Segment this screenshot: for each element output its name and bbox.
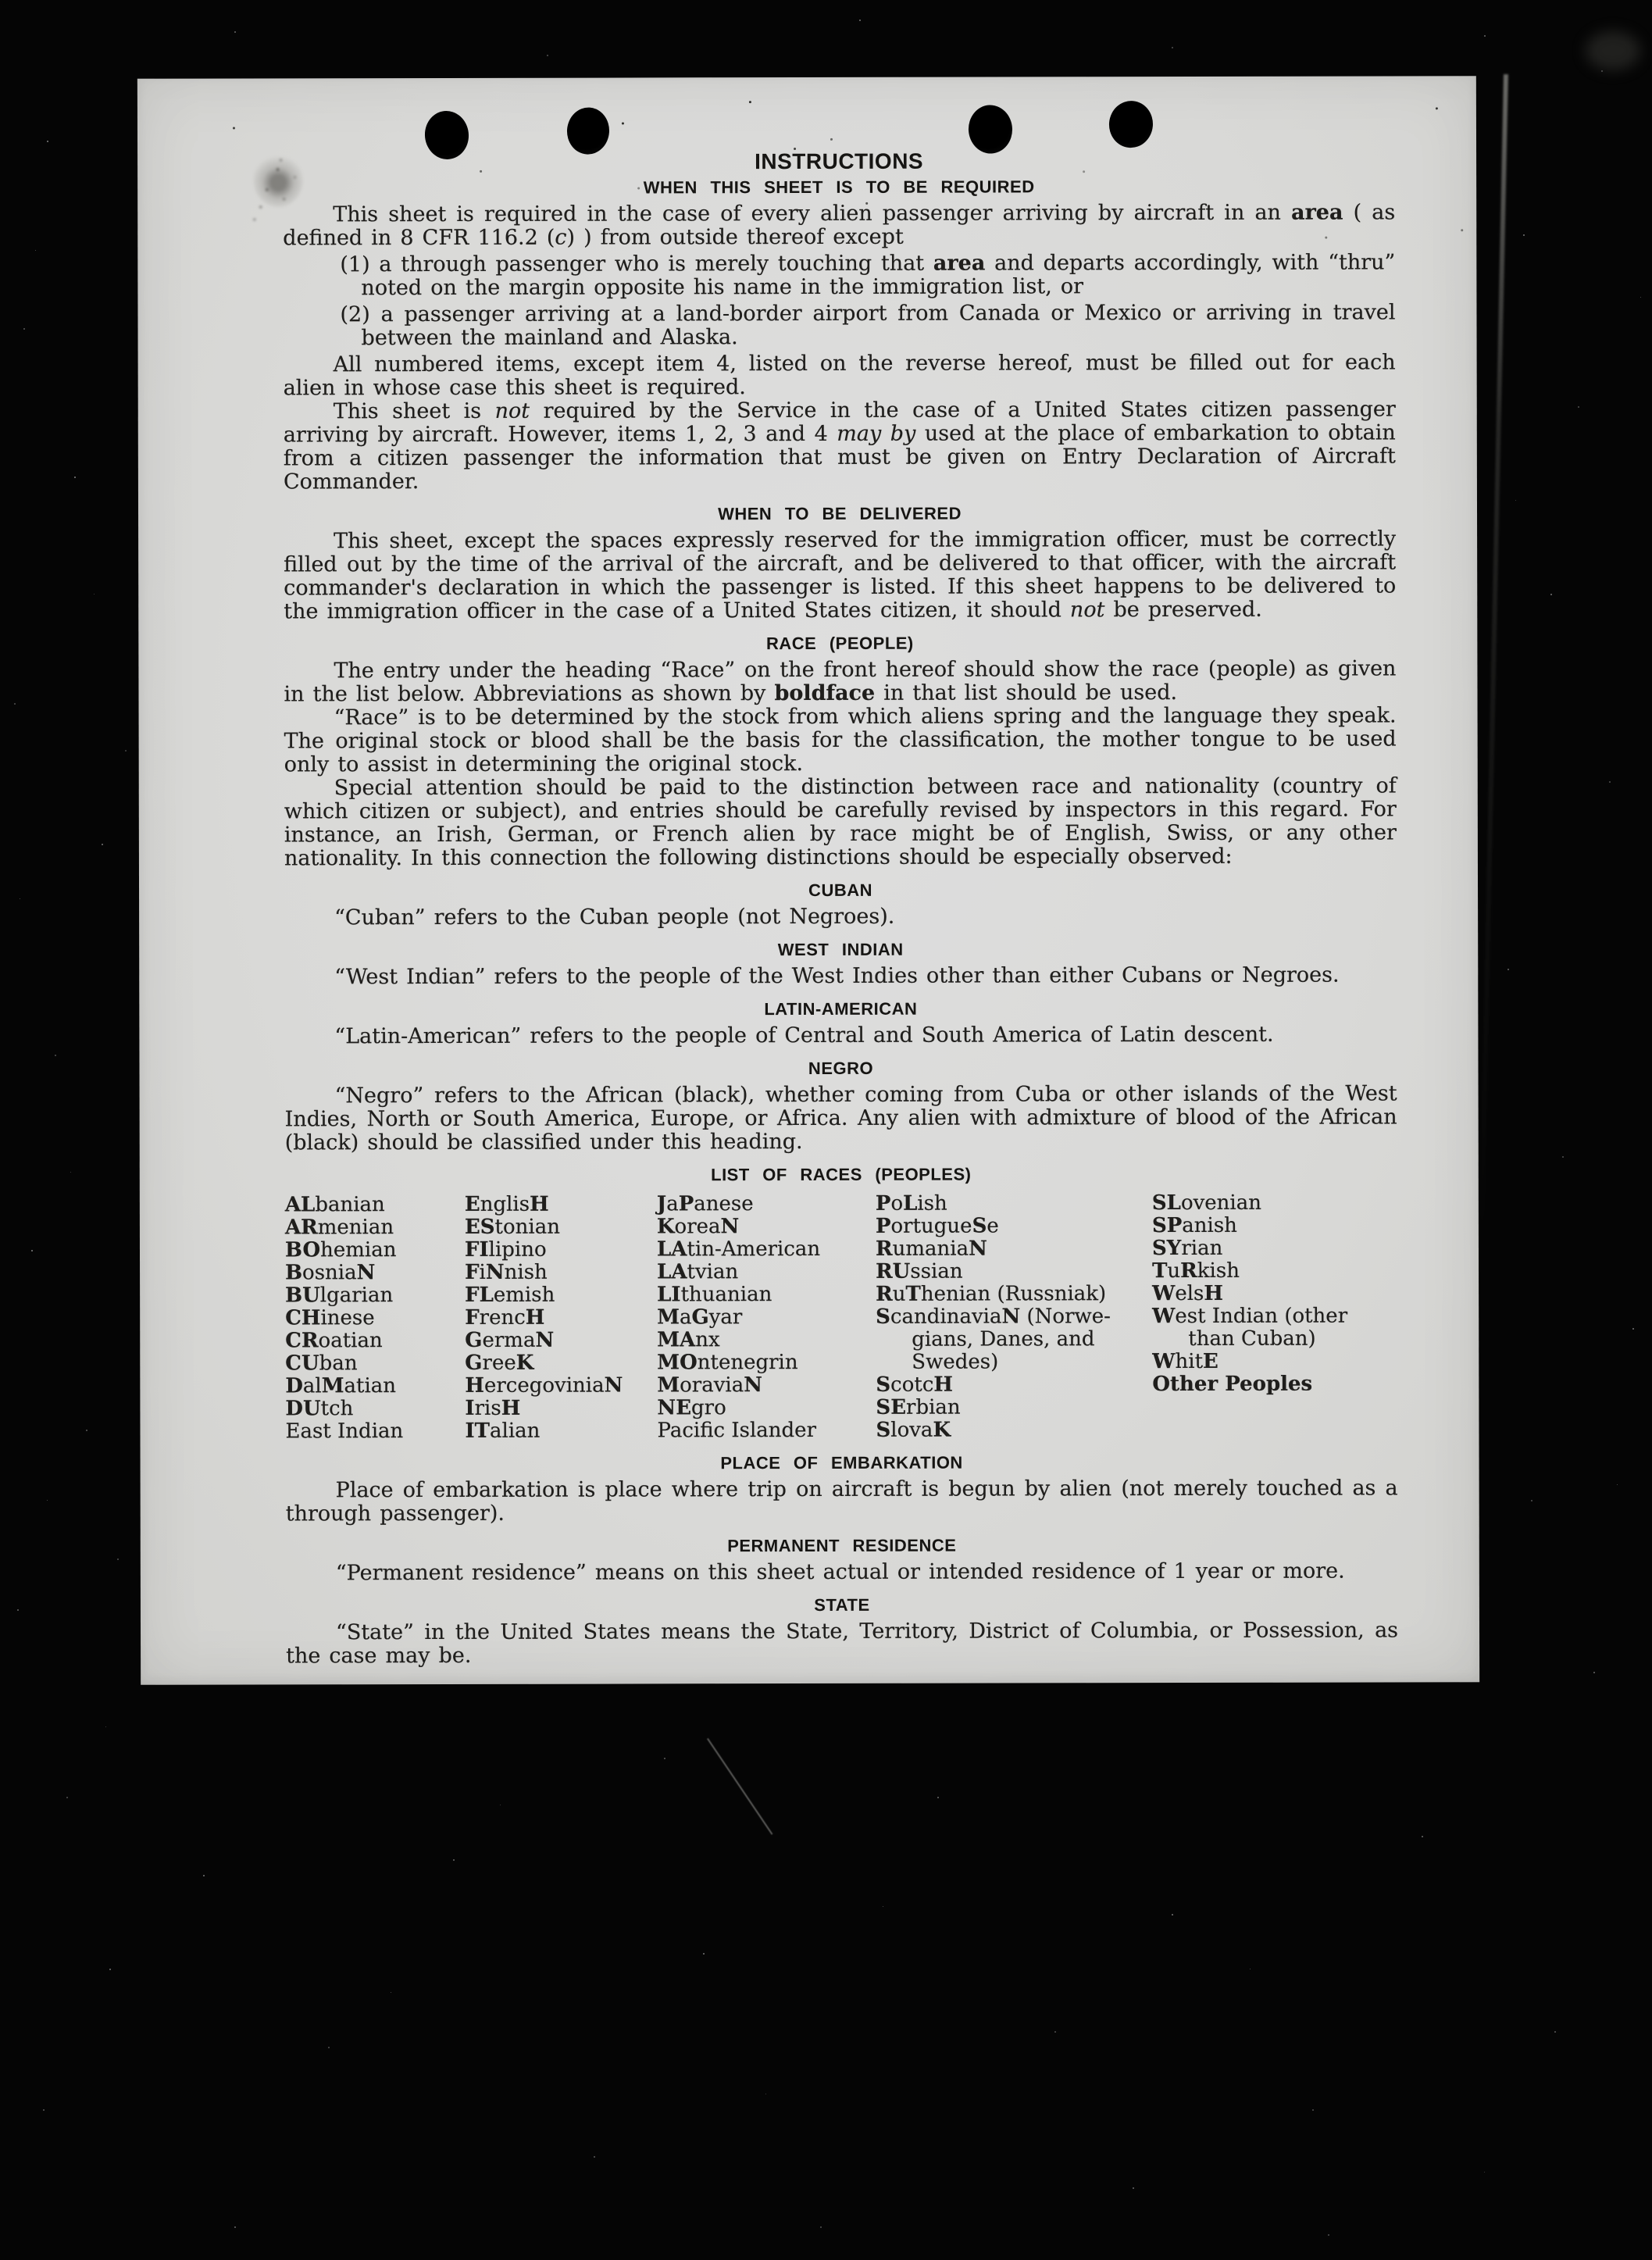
race-item: ALbanian bbox=[284, 1193, 385, 1217]
race-item: RUssian bbox=[876, 1259, 963, 1284]
section-heading-when-required: WHEN THIS SHEET IS TO BE REQUIRED bbox=[643, 177, 1035, 198]
paragraph-permanent-residence: “Permanent residence” means on this sheet actual or intended residence of 1 year or more. bbox=[335, 1558, 1345, 1586]
race-item: WelsH bbox=[1152, 1281, 1223, 1306]
race-item: BOhemian bbox=[284, 1238, 397, 1262]
punch-hole bbox=[967, 104, 1013, 155]
paragraph-when-delivered: This sheet, except the spaces expressly reserved for the immigration officer, must be correctly filled out by the time of the arrival of the aircraft, and be delivered to that officer, with the aircraft commander's declaration in which the passenger is listed. If this sheet happens to be delivered to the immigration officer in the case of a United States citizen, it should not be preserved. bbox=[284, 527, 1397, 624]
section-heading-cuban: CUBAN bbox=[808, 880, 873, 900]
paragraph-state: “State” in the United States means the State, Territory, District of Columbia, or Possession, as the case may be. bbox=[286, 1618, 1399, 1669]
race-column-2 bbox=[465, 1193, 658, 1443]
paragraph-west-indian: “West Indian” refers to the people of the West Indies other than either Cubans or Negroes. bbox=[334, 962, 1340, 990]
paragraph-race-2: “Race” is to be determined by the stock from which aliens spring and the language they speak. The original stock or blood shall be the basis for the classification, the mother tongue to be used only to assist in determining the original stock. bbox=[284, 703, 1397, 777]
race-item: CUban bbox=[285, 1351, 358, 1376]
race-item: GermaN bbox=[465, 1328, 555, 1352]
race-item: RumaniaN bbox=[875, 1237, 987, 1261]
paragraph-race-1: The entry under the heading “Race” on the front hereof should show the race (people) as given in the list below. Abbreviations as shown by boldface in that list should be used. bbox=[284, 656, 1397, 707]
race-item: Pacific Islander bbox=[657, 1418, 817, 1443]
race-column-1 bbox=[285, 1194, 466, 1443]
paragraph-latin-american: “Latin-American” refers to the people of Central and South America of Latin descent. bbox=[334, 1022, 1274, 1049]
paper-specks bbox=[137, 79, 140, 81]
race-item: East Indian bbox=[285, 1419, 404, 1444]
paragraph-embarkation: Place of embarkation is place where trip on aircraft is begun by alien (not merely touched as a through passenger). bbox=[285, 1476, 1398, 1526]
race-item: ITalian bbox=[465, 1419, 541, 1443]
race-item: West Indian (other than Cuban) bbox=[1152, 1304, 1348, 1351]
race-item: LIthuanian bbox=[657, 1283, 772, 1307]
paragraph-race-3: Special attention should be paid to the distinction between race and nationality (country of which citizen or subject), and entries should be carefully revised by inspectors in this regard. For instance, an Irish, German, or French alien by race might be of English, Swiss, or any other nationality. In this connection the following distinctions should be especially observed: bbox=[284, 773, 1397, 871]
race-column-5 bbox=[1152, 1191, 1398, 1441]
race-item: MaGyar bbox=[657, 1305, 743, 1330]
race-item: FiNnish bbox=[465, 1260, 548, 1284]
paragraph-cuban: “Cuban” refers to the Cuban people (not Negroes). bbox=[334, 904, 895, 930]
race-item: SPanish bbox=[1151, 1213, 1237, 1238]
race-item: LAtvian bbox=[657, 1260, 739, 1284]
document-page bbox=[137, 76, 1479, 1685]
paragraph-all-items: All numbered items, except item 4, listed on the reverse hereof, must be filled out for each alien in whose case this sheet is required. bbox=[283, 350, 1396, 401]
section-heading-west-indian: WEST INDIAN bbox=[777, 939, 904, 960]
race-item: Other Peoples bbox=[1152, 1372, 1313, 1397]
section-heading-list-of-races: LIST OF RACES (PEOPLES) bbox=[711, 1164, 972, 1185]
page-content bbox=[283, 148, 1398, 1668]
race-item: FrencH bbox=[465, 1305, 545, 1330]
paragraph-intro: This sheet is required in the case of every alien passenger arriving by aircraft in an area ( as defined in 8 CFR 116.2 (c) ) from outside thereof except bbox=[283, 200, 1396, 251]
section-heading-embarkation: PLACE OF EMBARKATION bbox=[720, 1452, 963, 1473]
paragraph-negro: “Negro” refers to the African (black), whether coming from Cuba or other islands of the West Indies, North or South America, Europe, or Africa. Any alien with admixture of blood of the African (black) should be classified under this heading. bbox=[284, 1081, 1397, 1155]
punch-hole bbox=[566, 106, 611, 156]
section-heading-latin-american: LATIN-AMERICAN bbox=[764, 998, 918, 1019]
punch-hole bbox=[1108, 99, 1155, 150]
race-item: CHinese bbox=[285, 1306, 375, 1330]
race-item: PortugueSe bbox=[875, 1214, 999, 1238]
race-column-3 bbox=[657, 1193, 876, 1443]
race-item: BosniaN bbox=[285, 1261, 376, 1285]
section-heading-negro: NEGRO bbox=[808, 1058, 874, 1079]
race-item: IrisH bbox=[465, 1396, 521, 1420]
race-item: EStonian bbox=[464, 1215, 560, 1239]
race-item: TuRkish bbox=[1152, 1259, 1240, 1284]
numbered-item-1: (1) a through passenger who is merely touching that area and departs accordingly, with “thru” noted on the margin opposite his name in the immigration list, or bbox=[340, 250, 1396, 301]
scratch-mark bbox=[707, 1738, 772, 1835]
page-title: INSTRUCTIONS bbox=[755, 148, 924, 174]
section-heading-race-people: RACE (PEOPLE) bbox=[765, 633, 914, 654]
race-item: WhitE bbox=[1152, 1349, 1218, 1374]
race-item: NEgro bbox=[657, 1396, 726, 1420]
race-item: RuThenian (Russniak) bbox=[876, 1282, 1107, 1306]
paragraph-not-required: This sheet is not required by the Service in the case of a United States citizen passenger arriving by aircraft. However, items 1, 2, 3 and 4 may by used at the place of embarkation to obtain from a citizen passenger the information that must be given on Entry Declaration of Aircraft Commander. bbox=[283, 397, 1396, 494]
race-item: MAnx bbox=[657, 1328, 720, 1352]
numbered-item-2: (2) a passenger arriving at a land-border airport from Canada or Mexico or arriving in travel between the mainland and Alaska. bbox=[340, 300, 1396, 351]
race-item: ScotcH bbox=[876, 1373, 953, 1397]
page-edge-streak bbox=[1479, 74, 1508, 1246]
race-item: SYrian bbox=[1151, 1236, 1223, 1261]
race-item: ScandinaviaN (Norwe- gians, Danes, and Swedes) bbox=[876, 1305, 1111, 1374]
race-item: SErbian bbox=[876, 1395, 961, 1419]
races-list bbox=[285, 1191, 1398, 1443]
section-heading-state: STATE bbox=[814, 1594, 870, 1615]
race-item: DalMatian bbox=[285, 1374, 397, 1398]
race-item: HercegoviniaN bbox=[465, 1373, 623, 1398]
race-item: EnglisH bbox=[464, 1192, 549, 1216]
race-item: PoLish bbox=[875, 1191, 947, 1216]
race-column-4 bbox=[876, 1192, 1153, 1442]
section-heading-permanent-residence: PERMANENT RESIDENCE bbox=[727, 1535, 957, 1556]
race-item: FIlipino bbox=[464, 1237, 547, 1262]
race-item: LAtin-American bbox=[656, 1237, 821, 1262]
race-item: JaPanese bbox=[656, 1192, 754, 1216]
race-item: ARmenian bbox=[284, 1216, 394, 1240]
race-item: KoreaN bbox=[656, 1215, 740, 1239]
corner-smear bbox=[1586, 31, 1640, 70]
race-item: MOntenegrin bbox=[657, 1351, 798, 1375]
race-item: DUtch bbox=[285, 1397, 354, 1421]
race-item: FLemish bbox=[465, 1283, 555, 1307]
race-item: SLovenian bbox=[1151, 1191, 1262, 1216]
race-item: BUlgarian bbox=[285, 1284, 394, 1308]
film-grain bbox=[0, 0, 1, 1]
race-item: SlovaK bbox=[876, 1418, 951, 1442]
section-heading-when-delivered: WHEN TO BE DELIVERED bbox=[718, 503, 962, 524]
race-item: MoraviaN bbox=[657, 1373, 763, 1398]
race-item: GreeK bbox=[465, 1351, 534, 1375]
race-item: CRoatian bbox=[285, 1329, 383, 1353]
